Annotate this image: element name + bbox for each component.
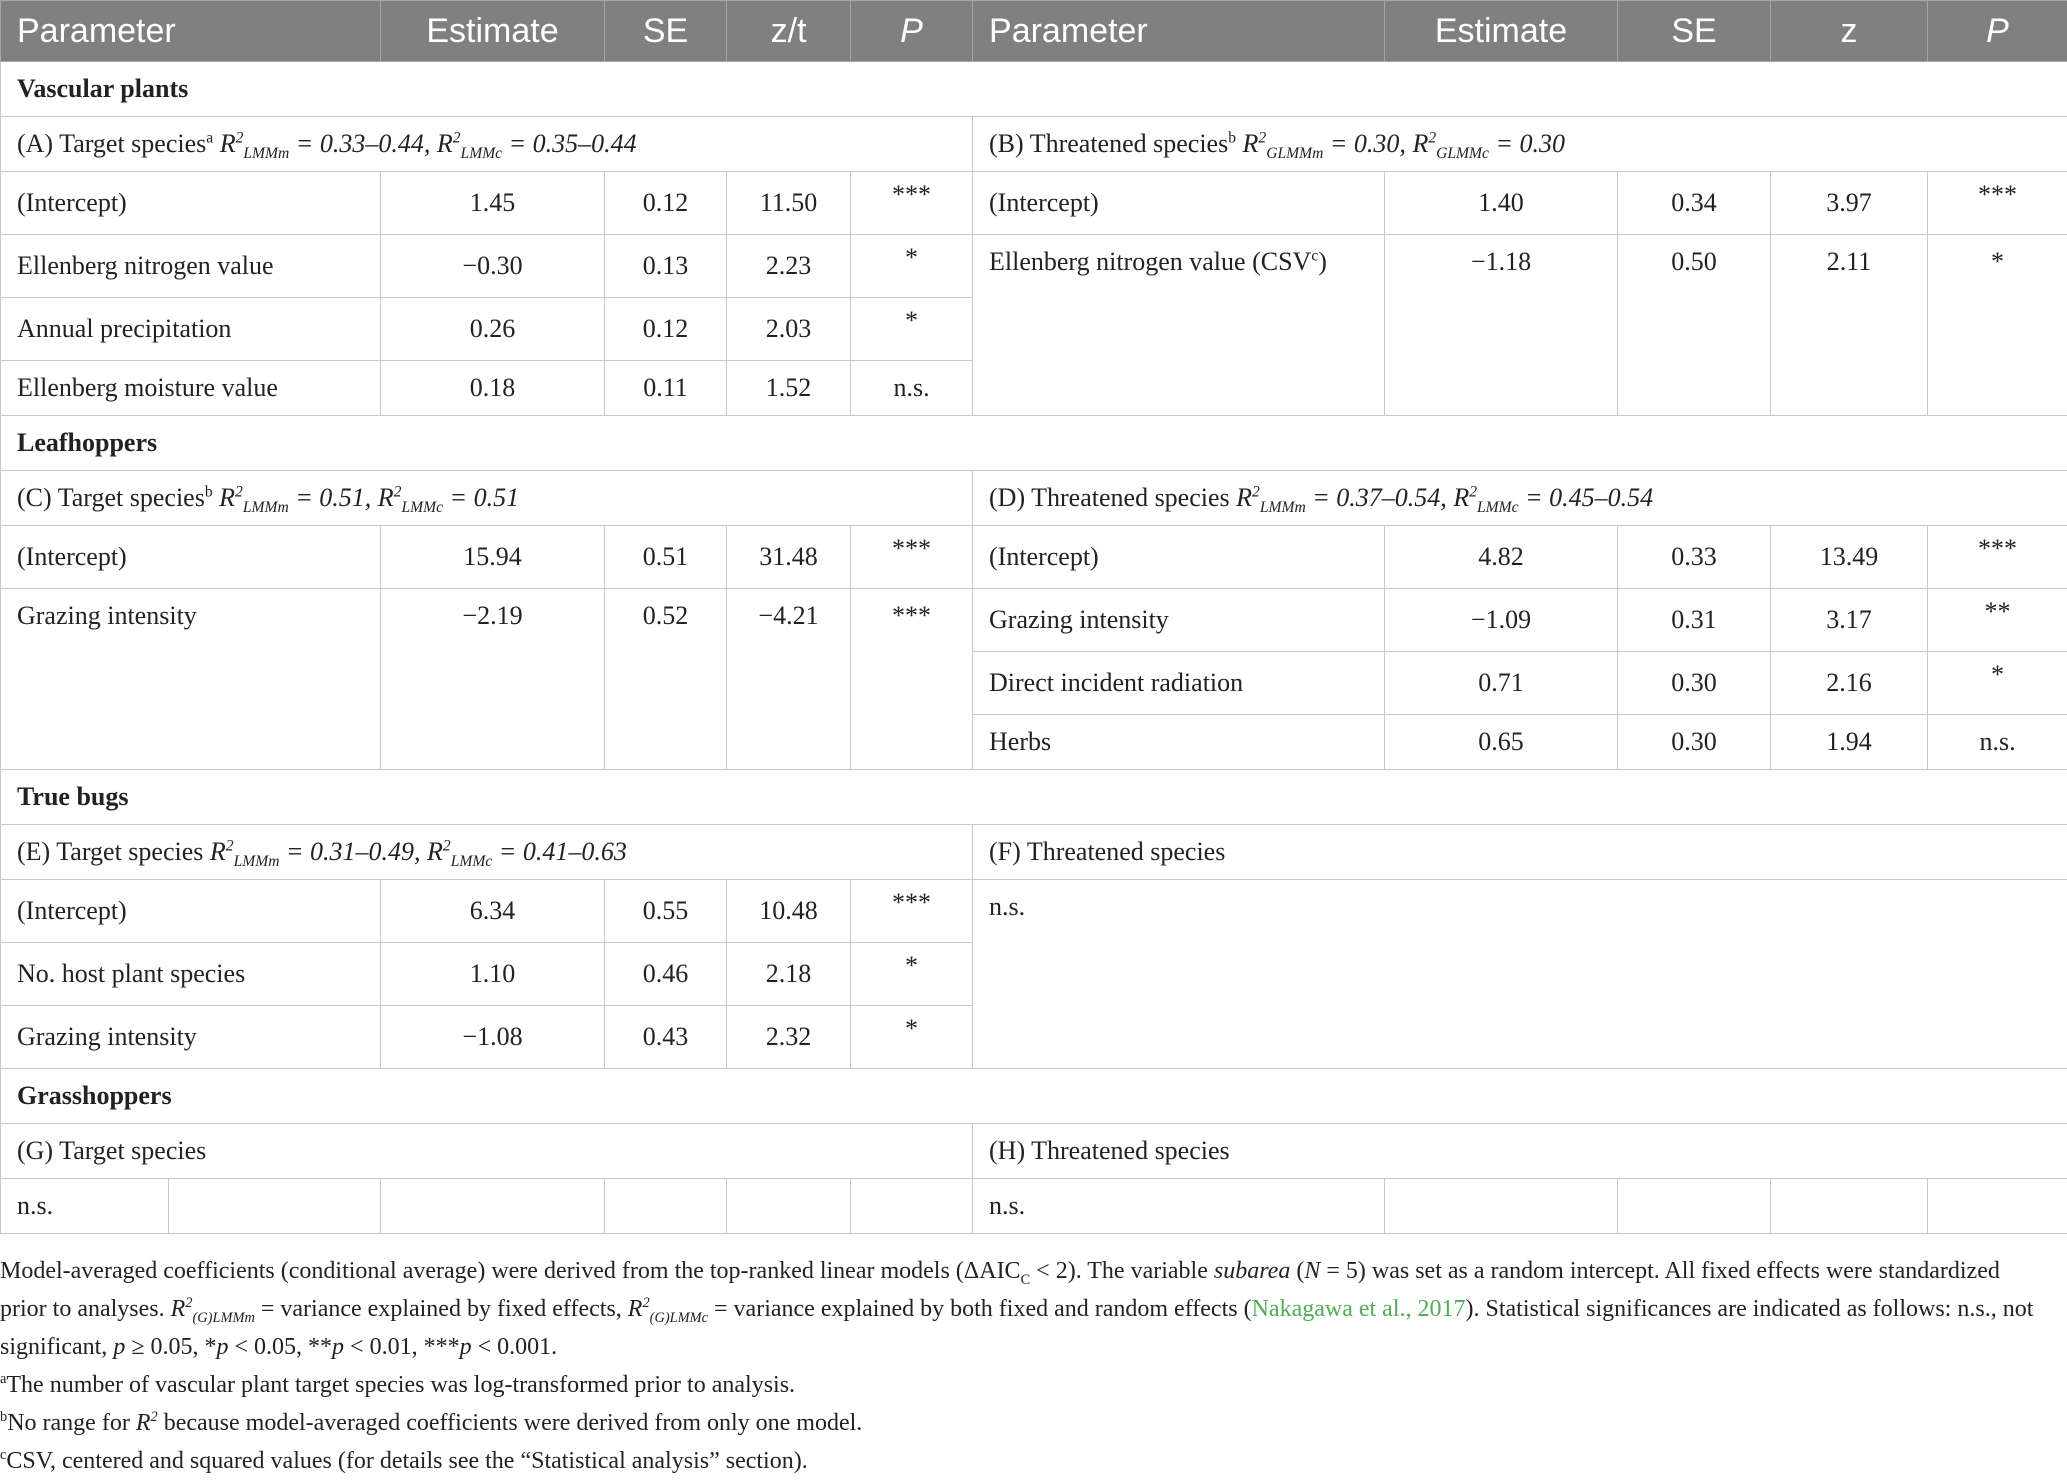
stat-cell: 31.48	[727, 526, 851, 589]
param-cell: Direct incident radiation	[973, 652, 1385, 715]
col-header-se-right: SE	[1618, 1, 1771, 62]
col-header-p-right: P	[1928, 1, 2067, 62]
se-cell: 0.11	[605, 361, 727, 416]
stat-cell: 2.32	[727, 1006, 851, 1069]
model-title-e: (E) Target species $R^2_{LMMm} = 0.31-0.49$, $R^2_{LMMc} = 0.41-0.63$	[1, 825, 973, 880]
se-cell: 0.30	[1618, 715, 1771, 770]
col-header-zt: z/t	[727, 1, 851, 62]
group-title-grasshoppers: Grasshoppers	[1, 1069, 2067, 1124]
table-footnotes	[0, 1234, 2047, 1480]
footnote-c: $^c$CSV, centered and squared values (for details see the “Statistical analysis” section).	[0, 1442, 2047, 1480]
model-title-a: (A) Target species$^a$ $R^2_{LMMm} = 0.33-0.44$, $R^2_{LMMc} = 0.35-0.44$	[1, 117, 973, 172]
col-header-estimate: Estimate	[381, 1, 605, 62]
estimate-cell: 4.82	[1385, 526, 1618, 589]
model-title-d: (D) Threatened species $R^2_{LMMm} = 0.37-0.54$, $R^2_{LMMc} = 0.45-0.54$	[973, 471, 2067, 526]
table-row	[1, 526, 2067, 589]
model-row-gh	[1, 1124, 2067, 1179]
model-title-h: (H) Threatened species	[973, 1124, 2067, 1179]
stat-cell: 2.23	[727, 235, 851, 298]
stat-cell: 1.52	[727, 361, 851, 416]
se-cell: 0.31	[1618, 589, 1771, 652]
estimate-cell: 1.45	[381, 172, 605, 235]
se-cell: 0.46	[605, 943, 727, 1006]
p-cell: *	[851, 298, 973, 361]
model-title-c: (C) Target species$^b$ $R^2_{LMMm} = 0.51$, $R^2_{LMMc} = 0.51$	[1, 471, 973, 526]
model-row-ab	[1, 117, 2067, 172]
p-cell: *	[851, 1006, 973, 1069]
estimate-cell: 0.18	[381, 361, 605, 416]
stat-cell: 3.97	[1771, 172, 1928, 235]
se-cell: 0.55	[605, 880, 727, 943]
empty-cell	[605, 1179, 727, 1234]
p-cell: *	[851, 235, 973, 298]
param-cell: (Intercept)	[1, 526, 381, 589]
group-title-leafhoppers: Leafhoppers	[1, 416, 2067, 471]
estimate-cell: 15.94	[381, 526, 605, 589]
se-cell: 0.12	[605, 172, 727, 235]
empty-cell	[1385, 1179, 1618, 1234]
se-cell: 0.30	[1618, 652, 1771, 715]
se-cell: 0.50	[1618, 235, 1771, 416]
param-cell: (Intercept)	[1, 880, 381, 943]
model-title-g: (G) Target species	[1, 1124, 973, 1179]
estimate-cell: 1.10	[381, 943, 605, 1006]
param-cell: (Intercept)	[973, 172, 1385, 235]
stat-cell: −4.21	[727, 589, 851, 770]
se-cell: 0.43	[605, 1006, 727, 1069]
param-cell: Ellenberg moisture value	[1, 361, 381, 416]
param-cell: Grazing intensity	[1, 1006, 381, 1069]
estimate-cell: 0.65	[1385, 715, 1618, 770]
p-cell: n.s.	[1928, 715, 2067, 770]
se-cell: 0.13	[605, 235, 727, 298]
empty-cell	[851, 1179, 973, 1234]
ns-cell-h: n.s.	[973, 1179, 1385, 1234]
param-cell: Annual precipitation	[1, 298, 381, 361]
se-cell: 0.51	[605, 526, 727, 589]
stat-cell: 13.49	[1771, 526, 1928, 589]
param-cell: Herbs	[973, 715, 1385, 770]
estimate-cell: 0.71	[1385, 652, 1618, 715]
col-header-parameter-right: Parameter	[973, 1, 1385, 62]
group-row-vascular	[1, 62, 2067, 117]
col-header-z-right: z	[1771, 1, 1928, 62]
estimate-cell: −2.19	[381, 589, 605, 770]
stat-cell: 1.94	[1771, 715, 1928, 770]
empty-cell	[169, 1179, 381, 1234]
estimate-cell: 6.34	[381, 880, 605, 943]
param-cell: Ellenberg nitrogen value (CSV$^c$)	[973, 235, 1385, 416]
p-cell: *	[851, 943, 973, 1006]
p-cell: ***	[1928, 526, 2067, 589]
col-header-parameter: Parameter	[1, 1, 381, 62]
group-row-leafhoppers	[1, 416, 2067, 471]
param-cell: Grazing intensity	[1, 589, 381, 770]
ns-cell-f: n.s.	[973, 880, 2067, 1069]
footnote-a: $^a$The number of vascular plant target species was log-transformed prior to analysis.	[0, 1366, 2047, 1404]
empty-cell	[1928, 1179, 2067, 1234]
col-header-estimate-right: Estimate	[1385, 1, 1618, 62]
citation-link[interactable]: Nakagawa et al., 2017	[1252, 1296, 1466, 1322]
p-cell: **	[1928, 589, 2067, 652]
estimate-cell: 1.40	[1385, 172, 1618, 235]
ns-cell-g: n.s.	[1, 1179, 169, 1234]
param-cell: (Intercept)	[973, 526, 1385, 589]
footnote-main: Model-averaged coefficients (conditional average) were derived from the top-ranked linear models $(\Delta AIC_C < 2)$. The variable subarea (N = 5) was set as a random intercept. All fixed effects were standardized prior to analyses. $R^2_{(G)LMMm}$ = variance explained by fixed effects, $R^2_{(G)LMMc}$ = variance explained by both fixed and random effects (Nakagawa et al., 2017). Statistical significances are indicated as follows: n.s., not significant, p ≥ 0.05, *p < 0.05, **p < 0.01, ***p < 0.001.	[0, 1252, 2047, 1366]
se-cell: 0.52	[605, 589, 727, 770]
stat-cell: 10.48	[727, 880, 851, 943]
group-title-vascular: Vascular plants	[1, 62, 2067, 117]
p-cell: ***	[851, 880, 973, 943]
param-cell: Ellenberg nitrogen value	[1, 235, 381, 298]
empty-cell	[1618, 1179, 1771, 1234]
footnote-b: $^b$No range for $R^2$ because model-averaged coefficients were derived from only one model.	[0, 1404, 2047, 1442]
empty-cell	[1771, 1179, 1928, 1234]
p-cell: n.s.	[851, 361, 973, 416]
p-cell: ***	[1928, 172, 2067, 235]
col-header-se: SE	[605, 1, 727, 62]
p-cell: ***	[851, 172, 973, 235]
header-row	[1, 1, 2067, 62]
group-row-grasshoppers	[1, 1069, 2067, 1124]
p-cell: ***	[851, 589, 973, 770]
empty-cell	[381, 1179, 605, 1234]
se-cell: 0.33	[1618, 526, 1771, 589]
model-title-b: (B) Threatened species$^b$ $R^2_{GLMMm} = 0.30$, $R^2_{GLMMc} = 0.30$	[973, 117, 2067, 172]
p-cell: *	[1928, 235, 2067, 416]
table-row	[1, 880, 2067, 943]
stat-cell: 11.50	[727, 172, 851, 235]
param-cell: (Intercept)	[1, 172, 381, 235]
table-row	[1, 235, 2067, 298]
model-title-f: (F) Threatened species	[973, 825, 2067, 880]
stat-cell: 2.11	[1771, 235, 1928, 416]
table-row	[1, 589, 2067, 652]
se-cell: 0.12	[605, 298, 727, 361]
param-cell: No. host plant species	[1, 943, 381, 1006]
stat-cell: 2.16	[1771, 652, 1928, 715]
estimate-cell: −0.30	[381, 235, 605, 298]
empty-cell	[727, 1179, 851, 1234]
model-row-cd	[1, 471, 2067, 526]
se-cell: 0.34	[1618, 172, 1771, 235]
table-row	[1, 1179, 2067, 1234]
group-title-truebugs: True bugs	[1, 770, 2067, 825]
group-row-truebugs	[1, 770, 2067, 825]
stat-cell: 2.03	[727, 298, 851, 361]
p-cell: ***	[851, 526, 973, 589]
stat-cell: 2.18	[727, 943, 851, 1006]
estimate-cell: 0.26	[381, 298, 605, 361]
stat-cell: 3.17	[1771, 589, 1928, 652]
col-header-p: P	[851, 1, 973, 62]
estimate-cell: −1.08	[381, 1006, 605, 1069]
model-row-ef	[1, 825, 2067, 880]
estimate-cell: −1.18	[1385, 235, 1618, 416]
estimate-cell: −1.09	[1385, 589, 1618, 652]
table-row	[1, 172, 2067, 235]
param-cell: Grazing intensity	[973, 589, 1385, 652]
p-cell: *	[1928, 652, 2067, 715]
